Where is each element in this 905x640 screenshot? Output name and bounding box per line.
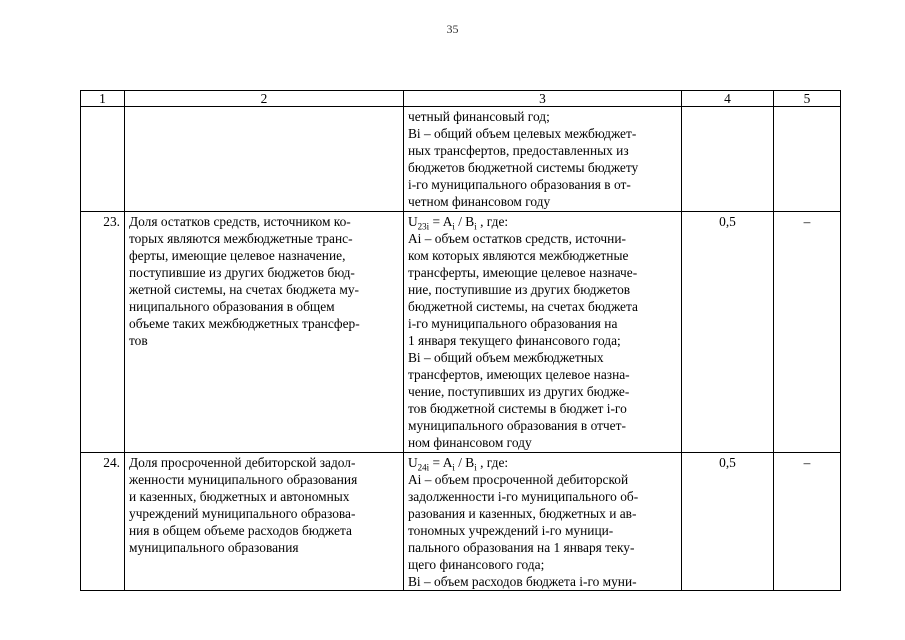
weight-value: 0,5 xyxy=(682,453,774,591)
text-line: ных трансфертов, предоставленных из xyxy=(408,143,629,158)
text-line: Ai – объем остатков средств, источни- xyxy=(408,231,626,246)
text-line: ном финансовом году xyxy=(408,435,532,450)
text-line: ния в общем объеме расходов бюджета xyxy=(129,523,352,538)
header-col-3: 3 xyxy=(404,91,682,107)
indicator-name xyxy=(125,107,404,212)
text-line: i-го муниципального образования в от- xyxy=(408,177,631,192)
calculation-method xyxy=(404,212,682,453)
text-line: ние, поступившие из других бюджетов xyxy=(408,282,631,297)
text-line: чение, поступивших из других бюдже- xyxy=(408,384,630,399)
header-col-5: 5 xyxy=(774,91,841,107)
text-line: ферты, имеющие целевое назначение, xyxy=(129,248,346,263)
text-line: четный финансовый год; xyxy=(408,109,550,124)
text-line: пального образования на 1 января теку- xyxy=(408,540,635,555)
text-line: бюджетов бюджетной системы бюджету xyxy=(408,160,639,175)
page-number: 35 xyxy=(446,22,459,36)
text-line: учреждений муниципального образова- xyxy=(129,506,356,521)
text-line: Bi – общий объем межбюджетных xyxy=(408,350,604,365)
table-row-continuation xyxy=(81,107,841,212)
formula: $U_{24i} = A_i / B_i$ , где: xyxy=(408,455,509,473)
formula: $U_{23i} = A_i / B_i$ , где: xyxy=(408,214,509,232)
text-line: объеме таких межбюджетных трансфер- xyxy=(129,316,360,331)
text-line: трансфертов, имеющих целевое назна- xyxy=(408,367,630,382)
note-value: – xyxy=(774,453,841,591)
text-line: Ai – объем просроченной дебиторской xyxy=(408,472,629,487)
note-value: – xyxy=(774,212,841,453)
text-line: и казенных, бюджетных и автономных xyxy=(129,489,350,504)
text-line: Bi – объем расходов бюджета i-го муни- xyxy=(408,574,637,589)
text-line: 1 января текущего финансового года; xyxy=(408,333,621,348)
row-number: 24. xyxy=(81,453,125,591)
indicator-name xyxy=(125,212,404,453)
text-line: разования и казенных, бюджетных и ав- xyxy=(408,506,637,521)
weight-value: 0,5 xyxy=(682,212,774,453)
indicator-name xyxy=(125,453,404,591)
table-header-row xyxy=(81,91,841,107)
text-line: ком которых являются межбюджетные xyxy=(408,248,629,263)
header-col-2: 2 xyxy=(125,91,404,107)
text-line: поступившие из других бюджетов бюд- xyxy=(129,265,355,280)
text-line: тов xyxy=(129,333,148,348)
text-line: четном финансовом году xyxy=(408,194,551,209)
text-line: ниципального образования в общем xyxy=(129,299,335,314)
table-row-24 xyxy=(81,453,841,591)
text-line: женности муниципального образования xyxy=(129,472,358,487)
text-line: торых являются межбюджетные транс- xyxy=(129,231,353,246)
text-line: щего финансового года; xyxy=(408,557,545,572)
indicators-table xyxy=(80,90,841,591)
calculation-method xyxy=(404,453,682,591)
text-line: тономных учреждений i-го муници- xyxy=(408,523,614,538)
text-line: муниципального образования xyxy=(129,540,299,555)
text-line: бюджетной системы, на счетах бюджета xyxy=(408,299,638,314)
text-line: тов бюджетной системы в бюджет i-го xyxy=(408,401,627,416)
text-line: муниципального образования в отчет- xyxy=(408,418,626,433)
calculation-method xyxy=(404,107,682,212)
text-line: жетной системы, на счетах бюджета му- xyxy=(129,282,359,297)
text-line: задолженности i-го муниципального об- xyxy=(408,489,639,504)
header-col-4: 4 xyxy=(682,91,774,107)
weight-value xyxy=(682,107,774,212)
row-number xyxy=(81,107,125,212)
text-line: Доля просроченной дебиторской задол- xyxy=(129,455,356,470)
text-line: i-го муниципального образования на xyxy=(408,316,618,331)
text-line: Доля остатков средств, источником ко- xyxy=(129,214,351,229)
row-number: 23. xyxy=(81,212,125,453)
table-row-23 xyxy=(81,212,841,453)
text-line: Bi – общий объем целевых межбюджет- xyxy=(408,126,637,141)
text-line: трансферты, имеющие целевое назначе- xyxy=(408,265,638,280)
header-col-1: 1 xyxy=(81,91,125,107)
note-value xyxy=(774,107,841,212)
